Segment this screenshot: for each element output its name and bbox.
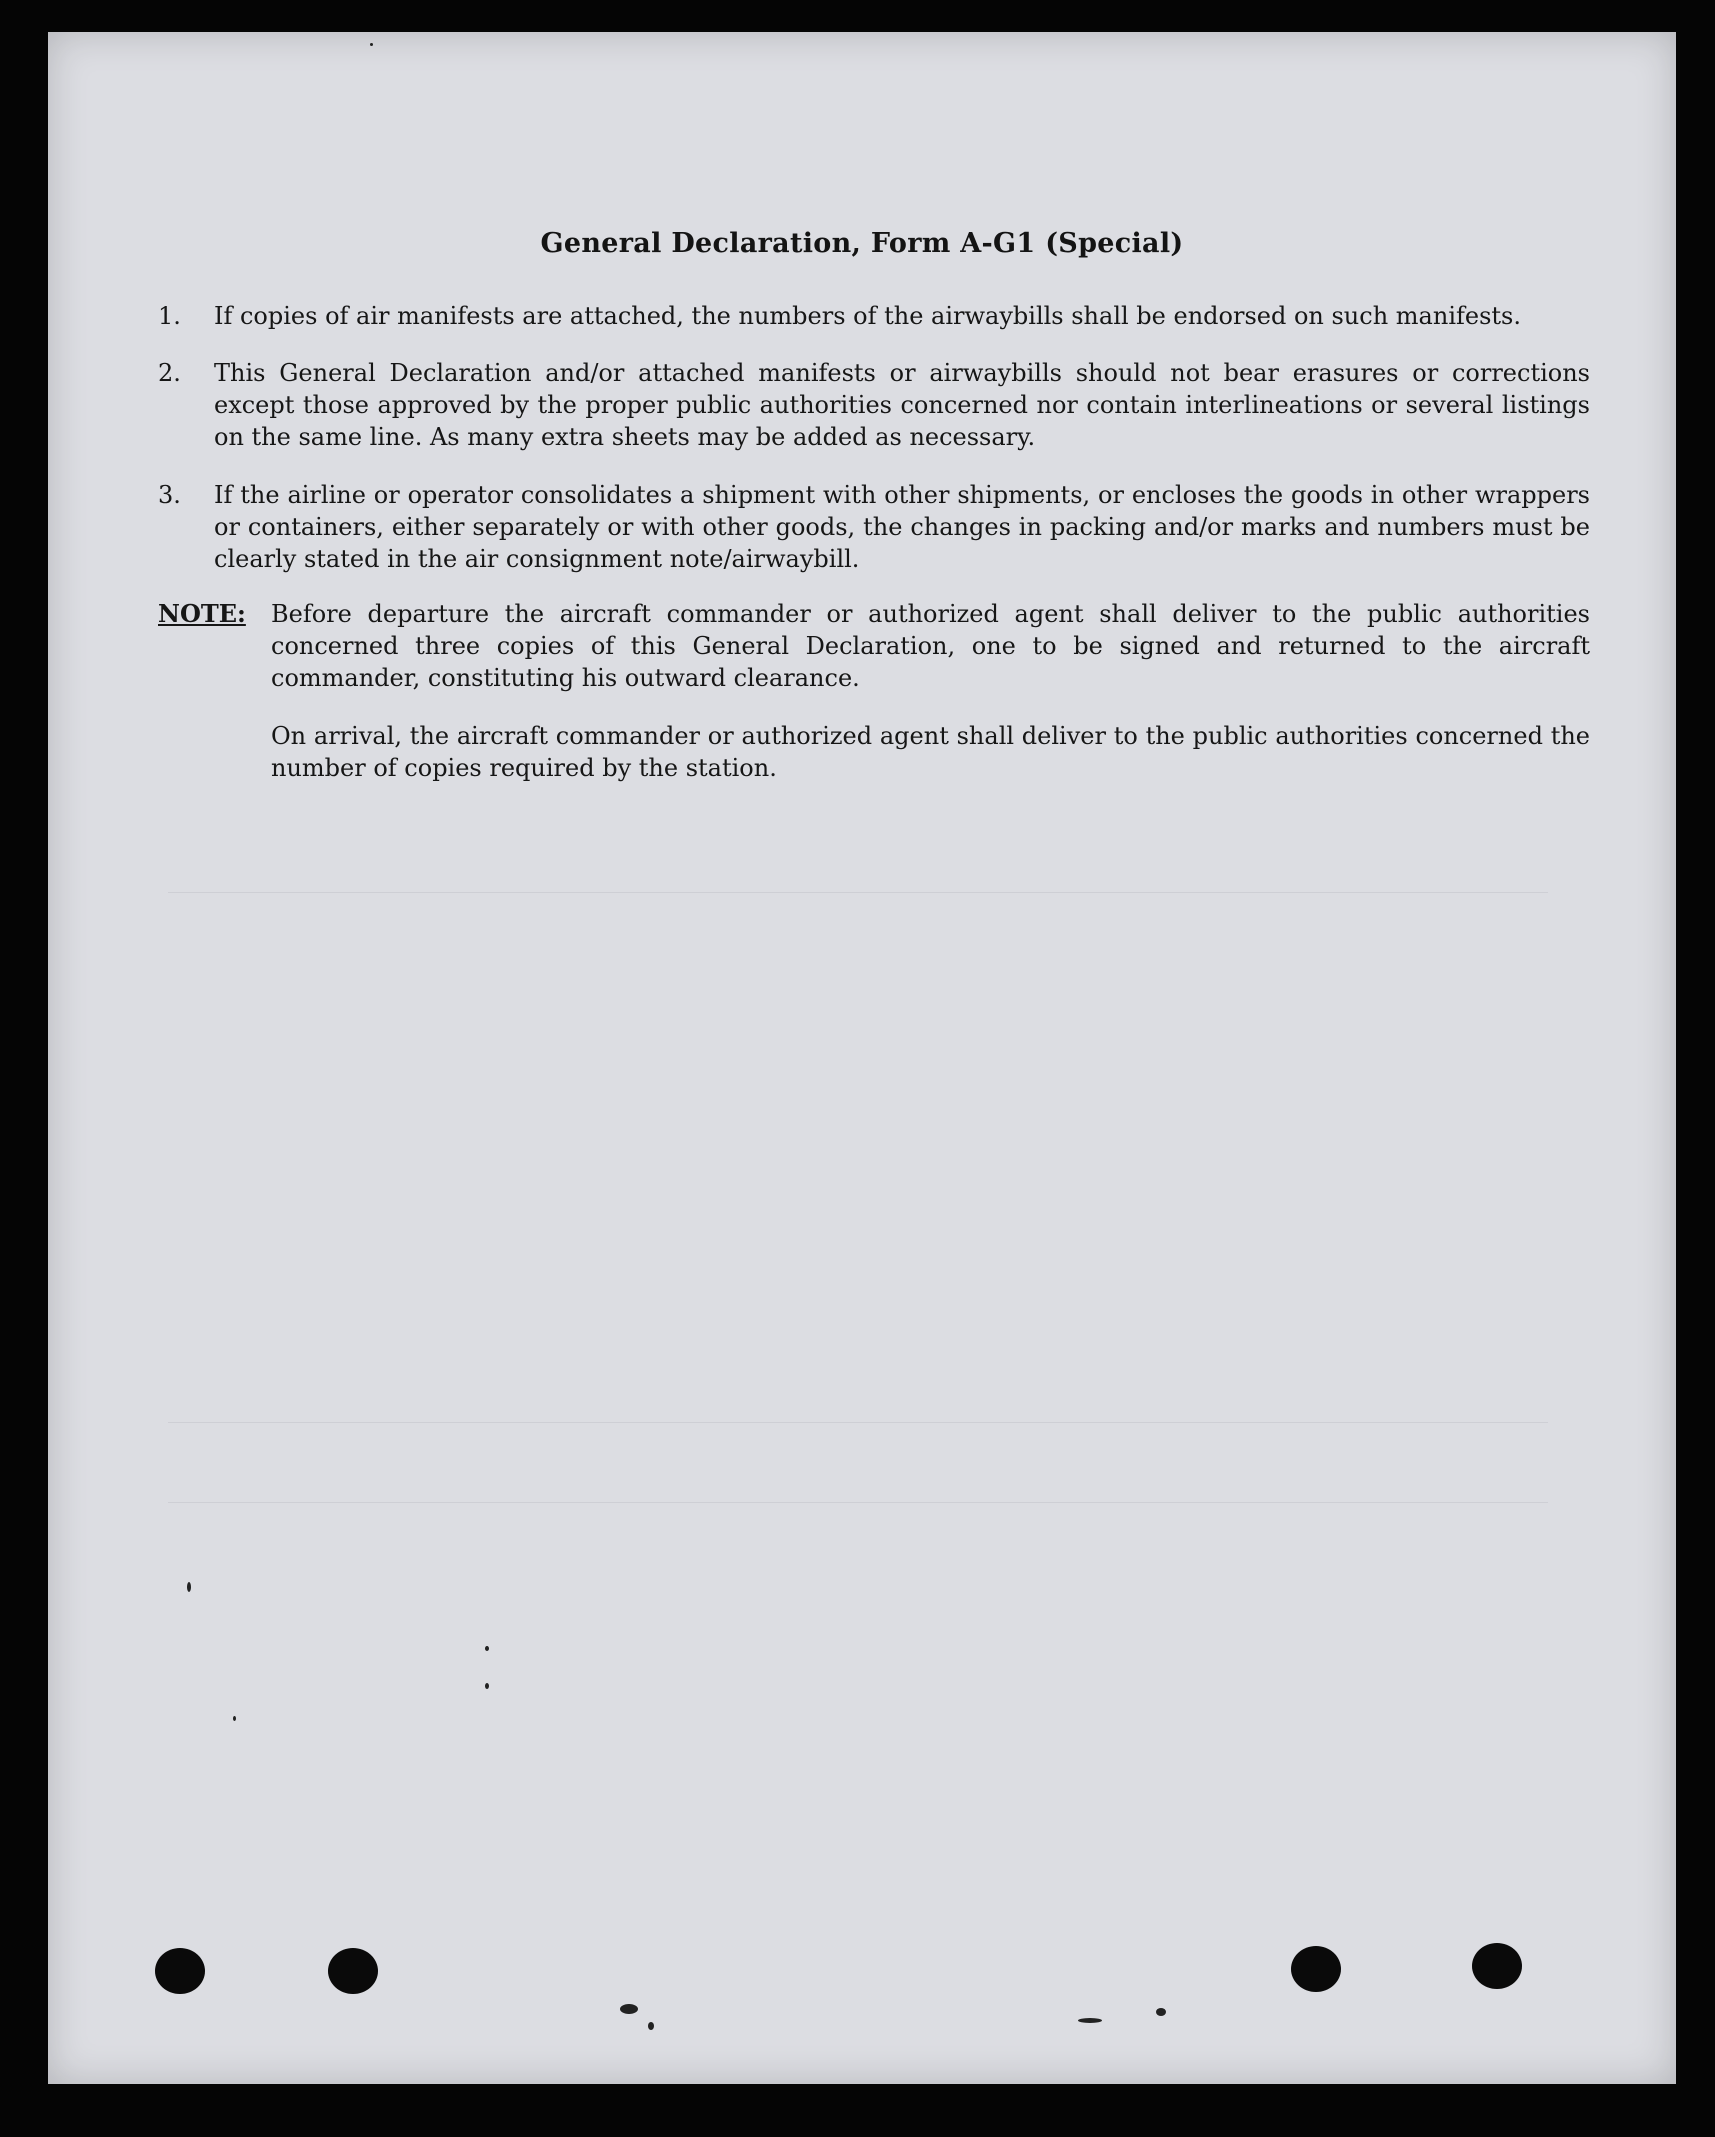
- item-text: This General Declaration and/or attached manifests or airwaybills should not bear erasures or corrections except those approved by the proper public authorities concerned nor contain interlineations or several listings on the same line. As many extra sheets may be added as necessary.: [214, 359, 1590, 451]
- ink-speck: [485, 1683, 489, 1689]
- ink-speck: [370, 43, 373, 46]
- instruction-item: [158, 357, 1590, 453]
- ink-speck: [187, 1582, 191, 1592]
- ink-speck: [648, 2022, 654, 2030]
- punch-hole: [1291, 1946, 1341, 1992]
- document-page: [48, 32, 1676, 2084]
- ink-speck: [1156, 2008, 1166, 2016]
- instruction-item: [158, 479, 1590, 575]
- form-title: General Declaration, Form A-G1 (Special): [540, 228, 1184, 259]
- ink-speck: [1078, 2018, 1102, 2023]
- instruction-item: [158, 300, 1590, 332]
- item-text: If copies of air manifests are attached, the numbers of the airwaybills shall be endorsed on such manifests.: [214, 302, 1521, 330]
- punch-hole: [1472, 1943, 1522, 1989]
- note-label: NOTE:: [158, 599, 246, 628]
- ink-speck: [485, 1646, 489, 1651]
- ink-speck: [620, 2004, 638, 2014]
- item-text: If the airline or operator consolidates a shipment with other shipments, or encloses the goods in other wrappers or containers, either separately or with other goods, the changes in packing and/or marks and numbers must be clearly stated in the air consignment note/airwaybill.: [214, 481, 1590, 573]
- note-paragraph: Before departure the aircraft commander or authorized agent shall deliver to the public authorities concerned three copies of this General Declaration, one to be signed and returned to the aircraft commander, constituting his outward clearance.: [271, 600, 1590, 692]
- show-through-rule: [168, 1422, 1548, 1423]
- item-number: 1.: [158, 302, 181, 330]
- show-through-rule: [168, 1502, 1548, 1503]
- note-block: [158, 598, 1590, 784]
- show-through-rule: [168, 892, 1548, 893]
- punch-hole: [328, 1948, 378, 1994]
- item-number: 3.: [158, 481, 181, 509]
- ink-speck: [233, 1716, 236, 1721]
- item-number: 2.: [158, 359, 181, 387]
- punch-hole: [155, 1948, 205, 1994]
- note-paragraph: On arrival, the aircraft commander or authorized agent shall deliver to the public authorities concerned the number of copies required by the station.: [271, 722, 1590, 782]
